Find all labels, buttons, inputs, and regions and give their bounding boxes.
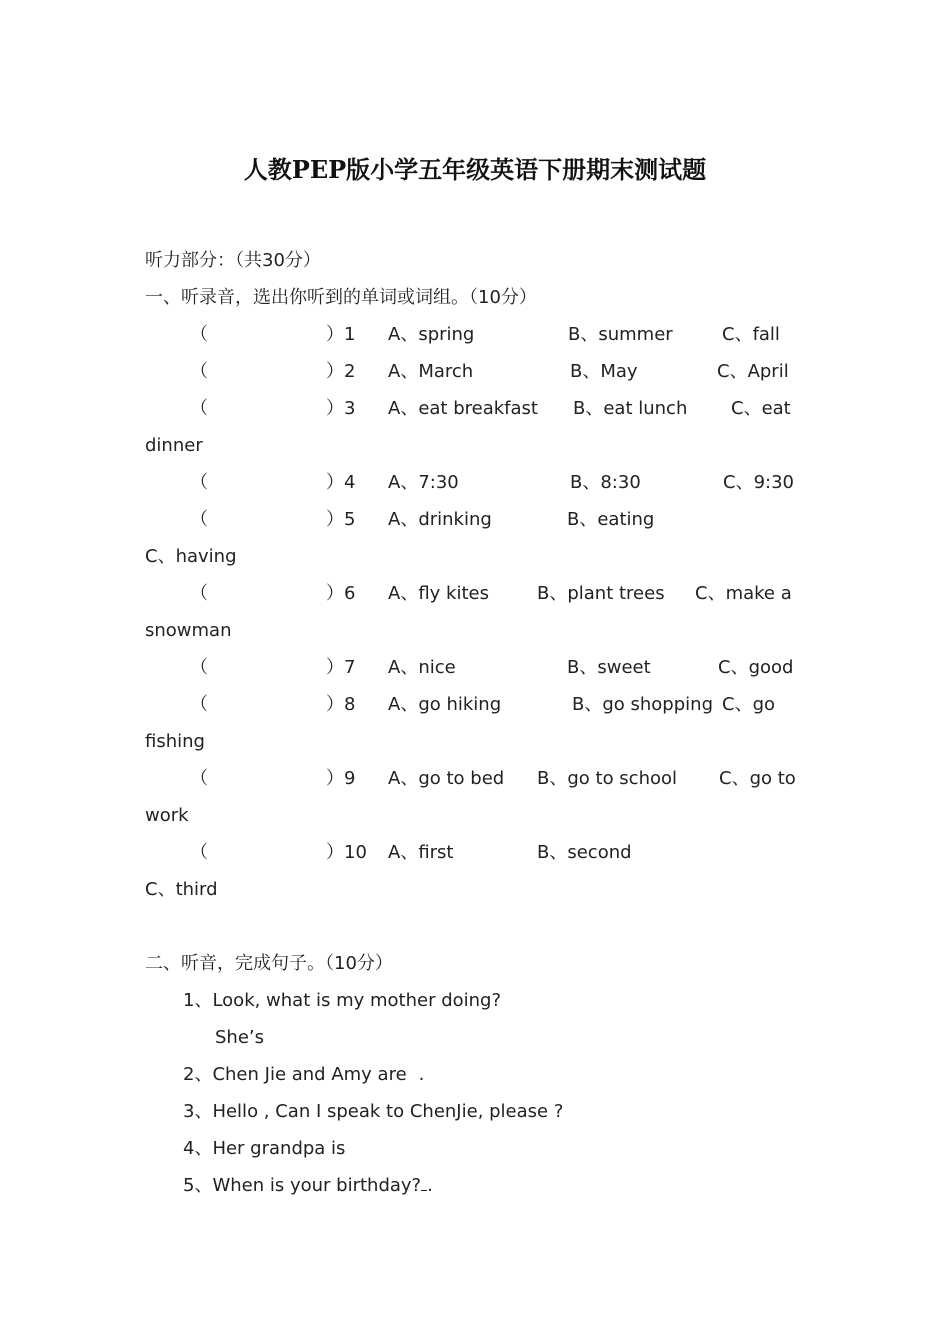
question-number: ）7 [326,657,356,678]
question-number: ）8 [326,694,356,715]
question-number: ）4 [326,472,356,493]
answer-paren-open[interactable]: （ [190,509,208,530]
option-a: A、go to bed [388,768,505,789]
option-a: A、first [388,842,454,863]
sentence-1-answer: She’s [215,1027,265,1048]
option-wrap-text: fishing [145,731,205,752]
question-number: ）2 [326,361,356,382]
option-wrap-text: snowman [145,620,232,641]
listening-header: 听力部分：（共30分） [145,250,321,271]
question-number: ）3 [326,398,356,419]
option-c: C、fall [722,324,780,345]
sentence-2 [183,1063,424,1087]
sentence-5-text: 5、When is your birthday? [183,1175,422,1196]
option-c: C、9:30 [723,472,794,493]
option-a: A、March [388,361,474,382]
option-a: A、7:30 [388,472,459,493]
answer-paren-open[interactable]: （ [190,324,208,345]
answer-paren-open[interactable]: （ [190,361,208,382]
option-c: C、go [722,694,776,715]
sentence-2-end: . [418,1064,425,1085]
document-title: 人教PEP版小学五年级英语下册期末测试题 [243,155,707,184]
option-a: A、drinking [388,509,492,530]
sentence-2-text: 2、Chen Jie and Amy are [183,1064,407,1085]
option-c: C、make a [695,583,792,604]
option-b: B、May [570,361,638,382]
option-c: C、eat [731,398,791,419]
option-b: B、eat lunch [573,398,688,419]
option-b: B、sweet [567,657,651,678]
answer-paren-open[interactable]: （ [190,842,208,863]
option-c: C、April [717,361,789,382]
sentence-3: 3、Hello , Can I speak to ChenJie, please ? [183,1101,564,1122]
option-wrap-text: work [145,805,189,826]
answer-paren-open[interactable]: （ [190,583,208,604]
sentence-4: 4、Her grandpa is [183,1138,346,1159]
option-wrap-text: dinner [145,435,203,456]
section2-heading: 二、听音，完成句子。（10分） [145,953,393,974]
section1-heading: 一、听录音，选出你听到的单词或词组。（10分） [145,287,537,308]
question-number: ）6 [326,583,356,604]
option-a: A、spring [388,324,475,345]
option-wrap-text: C、having [145,546,237,567]
question-number: ）9 [326,768,356,789]
option-b: B、go to school [537,768,678,789]
sentence-1: 1、Look, what is my mother doing? [183,990,502,1011]
option-a: A、fly kites [388,583,489,604]
option-c: C、go to [719,768,796,789]
option-c: C、good [718,657,794,678]
option-a: A、nice [388,657,456,678]
option-a: A、go hiking [388,694,502,715]
option-b: B、plant trees [537,583,665,604]
answer-paren-open[interactable]: （ [190,398,208,419]
option-b: B、second [537,842,632,863]
option-b: B、go shopping [572,694,713,715]
option-wrap-text: C、third [145,879,218,900]
option-b: B、eating [567,509,655,530]
question-number: ）10 [326,842,367,863]
sentence-5 [183,1174,433,1198]
answer-paren-open[interactable]: （ [190,694,208,715]
option-b: B、8:30 [570,472,641,493]
question-number: ）1 [326,324,356,345]
sentence-5-end: . [427,1175,433,1196]
option-a: A、eat breakfast [388,398,538,419]
answer-paren-open[interactable]: （ [190,472,208,493]
answer-paren-open[interactable]: （ [190,768,208,789]
option-b: B、summer [568,324,673,345]
answer-paren-open[interactable]: （ [190,657,208,678]
question-number: ）5 [326,509,356,530]
